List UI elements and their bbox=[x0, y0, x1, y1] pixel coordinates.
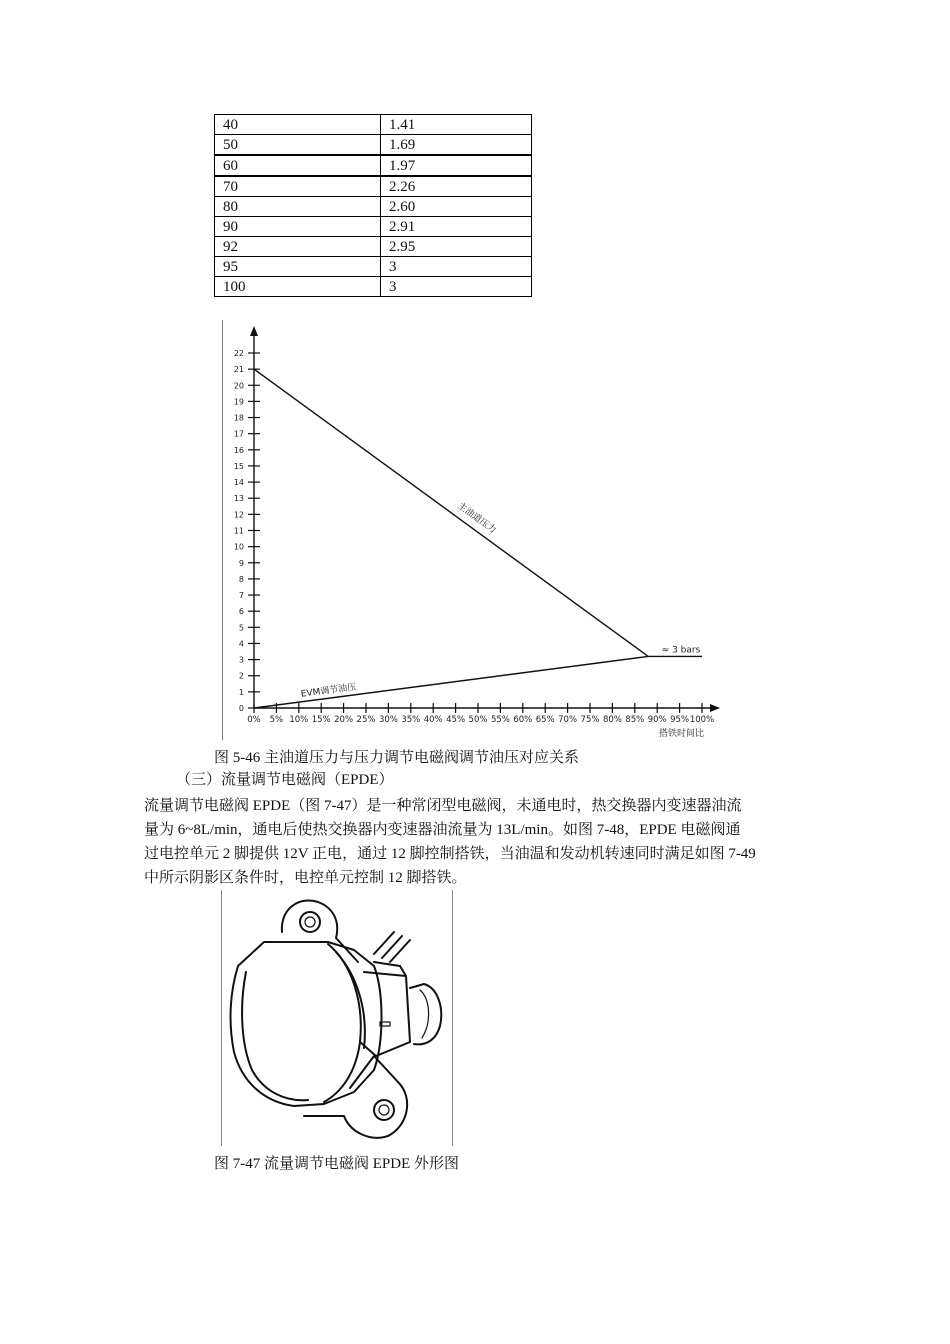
y-tick-label: 20 bbox=[233, 381, 244, 391]
bottom-mounting-hole bbox=[374, 1100, 394, 1120]
table-cell: 2.26 bbox=[381, 176, 532, 197]
x-tick-label: 35% bbox=[401, 715, 421, 725]
y-tick-label: 16 bbox=[233, 445, 244, 455]
x-tick-label: 95% bbox=[670, 715, 690, 725]
table-cell: 95 bbox=[215, 257, 381, 277]
x-tick-label: 40% bbox=[423, 715, 443, 725]
top-mounting-hole-inner bbox=[305, 917, 315, 927]
chart-labels bbox=[300, 499, 704, 739]
x-axis-arrow bbox=[710, 704, 720, 712]
top-mounting-hole bbox=[300, 912, 320, 932]
y-tick-label: 18 bbox=[233, 413, 244, 423]
evm-pressure-line bbox=[254, 656, 702, 708]
table-cell: 1.97 bbox=[381, 155, 532, 176]
x-axis-title: 搭铁时间比 bbox=[658, 729, 704, 739]
side-spigot-ring bbox=[420, 990, 429, 1038]
body-paragraph bbox=[144, 794, 810, 890]
table-cell: 80 bbox=[215, 197, 381, 217]
x-tick-label: 60% bbox=[513, 715, 533, 725]
table-row bbox=[215, 217, 532, 237]
x-tick-label: 15% bbox=[311, 715, 331, 725]
y-tick-label: 21 bbox=[233, 365, 244, 375]
pressure-chart bbox=[222, 320, 722, 740]
table-cell: 1.69 bbox=[381, 135, 532, 156]
wire-lead bbox=[374, 932, 410, 962]
figure-caption: 图 5-46 主油道压力与压力调节电磁阀调节油压对应关系 bbox=[214, 750, 579, 766]
y-tick-label: 9 bbox=[238, 558, 244, 568]
y-tick-label: 14 bbox=[233, 478, 244, 488]
valve-body bbox=[231, 942, 382, 1106]
figure-border bbox=[452, 890, 453, 1146]
table-row bbox=[215, 176, 532, 197]
x-tick-label: 20% bbox=[334, 715, 354, 725]
paragraph-line: 量为 6~8L/min，通电后使热交换器内变速器油流量为 13L/min。如图 7-48，EPDE 电磁阀通 bbox=[144, 822, 741, 838]
y-tick-label: 1 bbox=[238, 687, 244, 697]
x-tick-label: 80% bbox=[602, 715, 622, 725]
data-table bbox=[214, 114, 532, 297]
y-axis-ticks bbox=[234, 349, 260, 713]
x-tick-label: 85% bbox=[625, 715, 645, 725]
bottom-mounting-hole-inner bbox=[379, 1105, 389, 1115]
x-tick-label: 70% bbox=[558, 715, 578, 725]
y-tick-label: 10 bbox=[233, 542, 244, 552]
table-cell: 100 bbox=[215, 277, 381, 297]
x-axis-ticks bbox=[247, 703, 714, 725]
bottom-mounting-ear bbox=[304, 1056, 407, 1138]
chart-series bbox=[254, 369, 702, 708]
x-tick-label: 90% bbox=[647, 715, 667, 725]
x-tick-label: 65% bbox=[535, 715, 555, 725]
series-label: 主油道压力 bbox=[455, 501, 498, 536]
y-tick-label: 8 bbox=[238, 574, 244, 584]
y-tick-label: 22 bbox=[233, 349, 244, 358]
series-label: EVM调节油压 bbox=[300, 682, 357, 700]
y-tick-label: 5 bbox=[238, 623, 244, 633]
valve-body-edge bbox=[242, 972, 308, 1100]
annotation-label: ≈ 3 bars bbox=[661, 645, 701, 656]
x-tick-label: 30% bbox=[378, 715, 398, 725]
x-tick-label: 0% bbox=[247, 715, 261, 725]
x-tick-label: 50% bbox=[468, 715, 488, 725]
table-cell: 3 bbox=[381, 277, 532, 297]
table-row bbox=[215, 135, 532, 156]
x-tick-label: 45% bbox=[446, 715, 466, 725]
y-tick-label: 3 bbox=[238, 655, 244, 665]
figure-caption: 图 7-47 流量调节电磁阀 EPDE 外形图 bbox=[214, 1156, 459, 1172]
y-tick-label: 15 bbox=[233, 461, 244, 471]
y-tick-label: 19 bbox=[233, 397, 244, 407]
paragraph-line: 流量调节电磁阀 EPDE（图 7-47）是一种常闭型电磁阀，未通电时，热交换器内变速器油流 bbox=[144, 798, 742, 814]
y-tick-label: 2 bbox=[238, 671, 244, 681]
main-oil-pressure-line bbox=[254, 369, 648, 656]
table-cell: 92 bbox=[215, 237, 381, 257]
table-row bbox=[215, 257, 532, 277]
y-tick-label: 13 bbox=[233, 494, 244, 504]
x-tick-label: 100% bbox=[689, 715, 715, 725]
table-cell: 2.91 bbox=[381, 217, 532, 237]
table-cell: 90 bbox=[215, 217, 381, 237]
table-row bbox=[215, 277, 532, 297]
top-mounting-ear bbox=[282, 900, 358, 962]
table-cell: 70 bbox=[215, 176, 381, 197]
table-row bbox=[215, 237, 532, 257]
table-row bbox=[215, 155, 532, 176]
table-cell: 40 bbox=[215, 115, 381, 135]
paragraph-line: 中所示阴影区条件时，电控单元控制 12 脚搭铁。 bbox=[144, 870, 467, 886]
paragraph-line: 过电控单元 2 脚提供 12V 正电，通过 12 脚控制搭铁，当油温和发动机转速同时满足如图 7-49 bbox=[144, 846, 756, 862]
side-spigot bbox=[410, 984, 441, 1044]
table-cell: 1.41 bbox=[381, 115, 532, 135]
section-heading: （三）流量调节电磁阀（EPDE） bbox=[176, 772, 394, 788]
table-row bbox=[215, 115, 532, 135]
table-cell: 2.60 bbox=[381, 197, 532, 217]
table-row bbox=[215, 197, 532, 217]
x-tick-label: 5% bbox=[269, 715, 284, 725]
table-cell: 2.95 bbox=[381, 237, 532, 257]
y-tick-label: 12 bbox=[233, 510, 244, 520]
table-cell: 50 bbox=[215, 135, 381, 156]
x-tick-label: 10% bbox=[289, 715, 309, 725]
epde-valve-illustration bbox=[224, 892, 450, 1144]
y-tick-label: 7 bbox=[238, 591, 244, 601]
y-tick-label: 4 bbox=[238, 639, 244, 649]
figure-border bbox=[221, 890, 222, 1146]
table-cell: 3 bbox=[381, 257, 532, 277]
x-tick-label: 75% bbox=[580, 715, 600, 725]
x-tick-label: 55% bbox=[490, 715, 510, 725]
x-tick-label: 25% bbox=[356, 715, 376, 725]
y-tick-label: 0 bbox=[238, 704, 244, 713]
y-tick-label: 6 bbox=[238, 607, 244, 617]
connector-block bbox=[360, 972, 410, 1056]
y-axis-arrow bbox=[250, 326, 258, 336]
valve-face-arc bbox=[324, 944, 361, 1102]
y-tick-label: 17 bbox=[233, 429, 244, 439]
table-cell: 60 bbox=[215, 155, 381, 176]
y-tick-label: 11 bbox=[233, 526, 244, 536]
